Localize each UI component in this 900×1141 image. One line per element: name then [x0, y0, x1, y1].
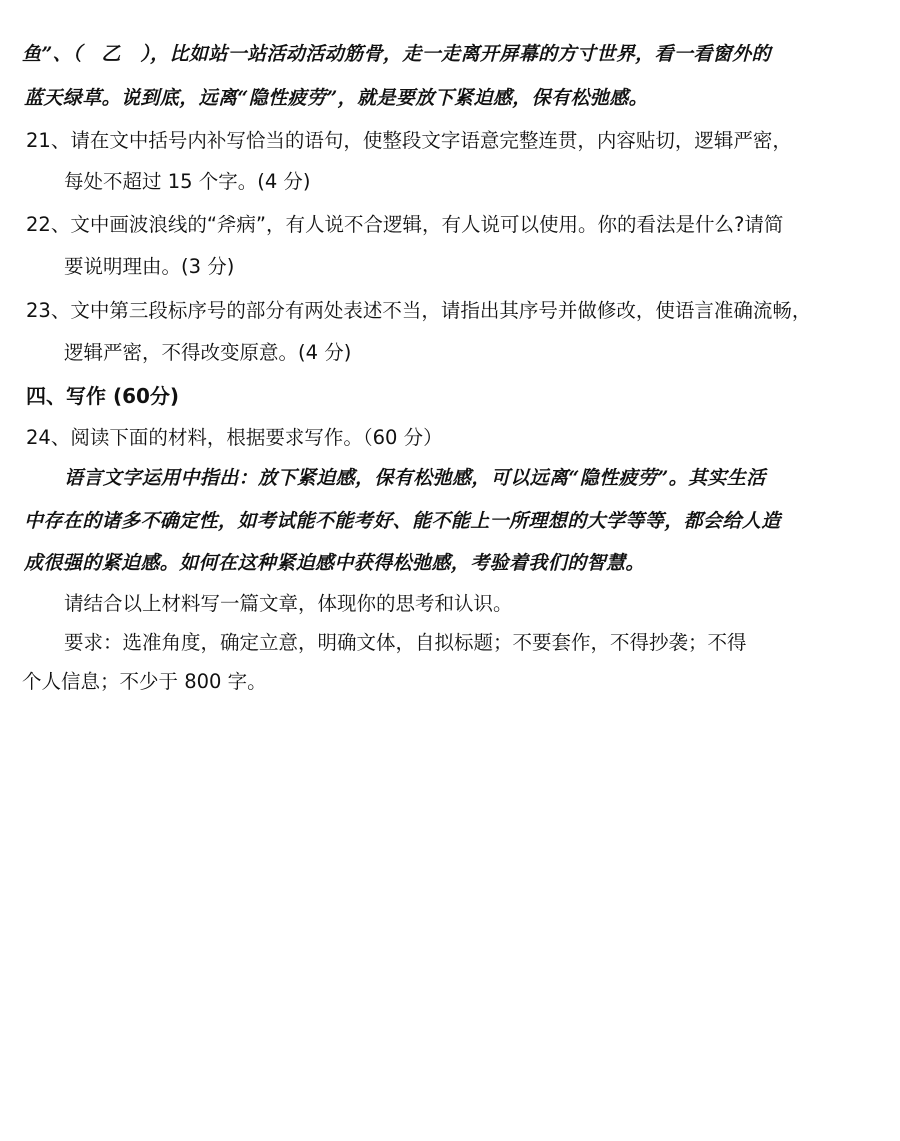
material-line-3: 成很强的紧迫感。如何在这种紧迫感中获得松弛感，考验着我们的智慧。: [24, 552, 645, 574]
question-23-line-2: 逻辑严密，不得改变原意。(4 分): [64, 341, 352, 364]
passage-line-2: 蓝天绿草。说到底，远离“隐性疲劳”，就是要放下紧迫感，保有松弛感。: [24, 87, 649, 109]
question-22-line-2: 要说明理由。(3 分): [64, 255, 235, 278]
material-line-2: 中存在的诸多不确定性，如考试能不能考好、能不能上一所理想的大学等等，都会给人造: [24, 510, 781, 532]
question-21-line-2: 每处不超过 15 个字。(4 分): [64, 170, 311, 193]
passage-line-1: 鱼”、（ 乙 ），比如站一站活动活动筋骨，走一走离开屏幕的方寸世界，看一看窗外的: [22, 43, 771, 65]
question-23-line-1: 23、文中第三段标序号的部分有两处表述不当，请指出其序号并做修改，使语言准确流畅，: [26, 299, 812, 322]
question-22-line-1: 22、文中画波浪线的“斧病”，有人说不合逻辑，有人说可以使用。你的看法是什么?请简: [26, 213, 784, 236]
question-24: 24、阅读下面的材料，根据要求写作。（60 分）: [26, 426, 443, 449]
requirements-line-2: 个人信息；不少于 800 字。: [22, 670, 267, 693]
section-title-writing: 四、写作 (60分): [26, 384, 180, 408]
question-21-line-1: 21、请在文中括号内补写恰当的语句，使整段文字语意完整连贯，内容贴切，逻辑严密，: [26, 129, 792, 152]
requirements-line-1: 要求：选准角度，确定立意，明确文体，自拟标题；不要套作，不得抄袭；不得: [64, 631, 747, 654]
writing-instruction: 请结合以上材料写一篇文章，体现你的思考和认识。: [64, 592, 513, 615]
material-line-1: 语言文字运用中指出：放下紧迫感，保有松弛感，可以远离“隐性疲劳”。其实生活: [64, 467, 766, 489]
